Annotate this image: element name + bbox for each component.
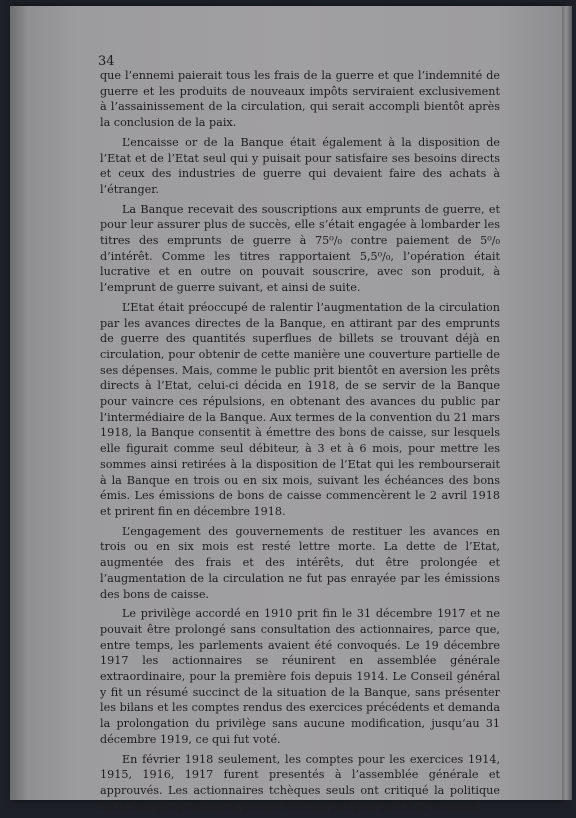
paragraph: Le privilège accordé en 1910 prit fin le 31 décembre 1917 et ne pouvait être prolongé sans consultation des actionnaires, parce que, entre temps, les parlements avaient été convoqués. Le 19 décembre 1917 les actionnaires se réunirent en assemblée générale extraordinaire, pour la première fois depuis 1914. Le Conseil général y fit un résumé succinct de la situation de la Banque, sans présenter les bilans et les comptes rendus des exercices précédents et demanda la prolongation du privilège sans aucune modification, jusqu’au 31 décembre 1919, ce qui fut voté. — [100, 607, 500, 746]
page-shadow — [10, 6, 28, 800]
paragraph: que l’ennemi paierait tous les frais de la guerre et que l’indemnité de guerre et les produits de nouveaux impôts serviraient exclusivement à l’assainissement de la circulation, qui serait accompli bientôt après la conclusion de la paix. — [100, 69, 500, 130]
page-text — [100, 68, 500, 818]
paragraph: L’engagement des gouvernements de restituer les avances en trois ou en six mois est resté lettre morte. La dette de l’Etat, augmentée des frais et des intérêts, dut être prolongée et l’augmentation de la circulation ne fut pas enrayée par les émissions des bons de caisse. — [100, 524, 500, 601]
paragraph: L’Etat était préoccupé de ralentir l’augmentation de la circulation par les avances directes de la Banque, en attirant par des emprunts de guerre des quantités superflues de billets se trouvant déjà en circulation, pour obtenir de cette manière une couverture partielle de ses dépenses. Mais, comme le public prit bientôt en aversion les prêts directs à l’Etat, celui-ci décida en 1918, de se servir de la Banque pour vaincre ces répulsions, en obtenant des avances du public par l’intermédiaire de la Banque. Aux termes de la convention du 21 mars 1918, la Banque consentit à émettre des bons de caisse, sur lesquels elle figurait comme seul débiteur, à 3 et à 6 mois, pour mettre les sommes ainsi retirées à la disposition de l’Etat qui les rembourserait à la Banque en trois ou en six mois, suivant les échéances des bons émis. Les émissions de bons de caisse commencèrent le 2 avril 1918 et prirent fin en décembre 1918. — [100, 300, 500, 518]
page-edge — [562, 6, 572, 800]
paragraph: En février 1918 seulement, les comptes pour les exercices 1914, 1915, 1916, 1917 furent presentés à l’assemblée générale et approuvés. Les actionnaires tchèques seuls ont critiqué la politique de la Banque pendant la guerre et n’ont pas pris part à la votation. — [100, 752, 500, 813]
paragraph: L’encaisse or de la Banque était également à la disposition de l’Etat et de l’Etat seul qui y puisait pour satisfaire ses besoins directs et ceux des industries de guerre qui devaient faire des achats à l’étranger. — [100, 135, 500, 196]
page-number: 34 — [98, 54, 115, 69]
paragraph: La Banque recevait des souscriptions aux emprunts de guerre, et pour leur assurer plus de succès, elle s’était engagée à lombarder les titres des emprunts de guerre à 75⁰/₀ contre paiement de 5⁰/₀ d’intérêt. Comme les titres rapportaient 5,5⁰/₀, l’opération était lucrative et en outre on pouvait souscrire, avec son produit, à l’emprunt de guerre suivant, et ainsi de suite. — [100, 202, 500, 295]
